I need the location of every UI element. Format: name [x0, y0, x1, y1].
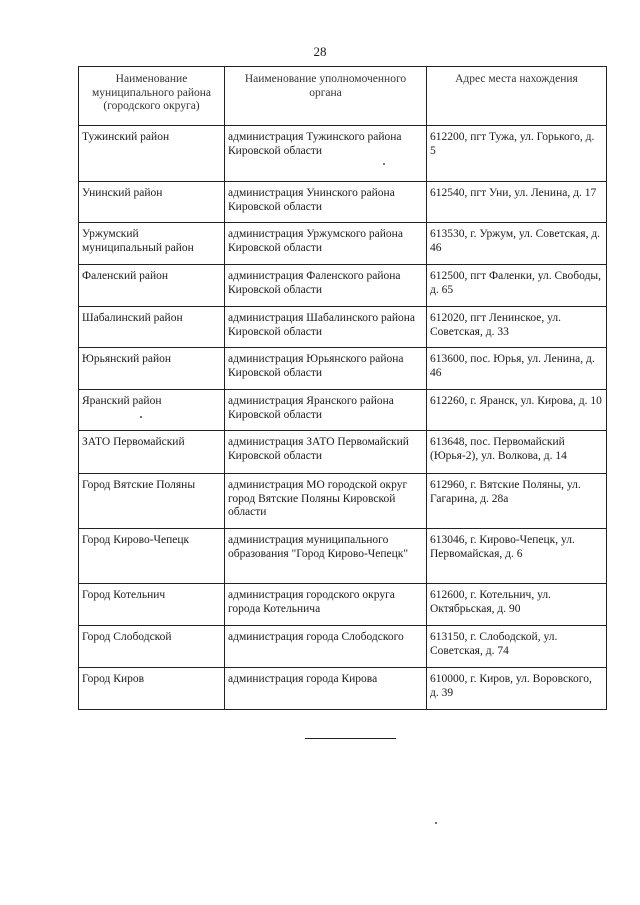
- table-row: [79, 431, 607, 474]
- address-cell: 612260, г. Яранск, ул. Кирова, д. 10: [427, 390, 607, 431]
- address-cell: 610000, г. Киров, ул. Воровского, д. 39: [427, 668, 607, 710]
- authority-cell: администрация Тужинского района Кировской области: [225, 126, 427, 182]
- table-row: [79, 126, 607, 182]
- district-cell: Яранский район: [79, 390, 225, 431]
- table-row: [79, 626, 607, 668]
- district-cell: Фаленский район: [79, 265, 225, 307]
- authority-cell: администрация города Кирова: [225, 668, 427, 710]
- closing-separator-line: [305, 738, 396, 739]
- authority-cell: администрация Уржумского района Кировской области: [225, 223, 427, 265]
- district-cell: Юрьянский район: [79, 348, 225, 390]
- district-cell: Уржумский муниципальный район: [79, 223, 225, 265]
- column-header-district: Наименование муниципального района (городского округа): [79, 67, 225, 126]
- table-row: [79, 223, 607, 265]
- district-cell: Город Кирово-Чепецк: [79, 529, 225, 584]
- table-row: [79, 265, 607, 307]
- district-cell: Шабалинский район: [79, 307, 225, 348]
- authority-cell: администрация ЗАТО Первомайский Кировской области: [225, 431, 427, 474]
- address-cell: 613150, г. Слободской, ул. Советская, д. 74: [427, 626, 607, 668]
- table-row: [79, 182, 607, 223]
- authority-cell: администрация МО городской округ город Вятские Поляны Кировской области: [225, 474, 427, 529]
- table-row: [79, 474, 607, 529]
- district-cell: Город Киров: [79, 668, 225, 710]
- address-cell: 613046, г. Кирово-Чепецк, ул. Первомайская, д. 6: [427, 529, 607, 584]
- authority-cell: администрация города Слободского: [225, 626, 427, 668]
- address-cell: 612500, пгт Фаленки, ул. Свободы, д. 65: [427, 265, 607, 307]
- district-cell: Город Котельнич: [79, 584, 225, 626]
- address-cell: 612020, пгт Ленинское, ул. Советская, д. 33: [427, 307, 607, 348]
- authority-cell: администрация Юрьянского района Кировской области: [225, 348, 427, 390]
- column-header-address: Адрес места нахождения: [427, 67, 607, 126]
- address-cell: 612200, пгт Тужа, ул. Горького, д. 5: [427, 126, 607, 182]
- column-header-authority: Наименование уполномоченного органа: [225, 67, 427, 126]
- district-cell: Тужинский район: [79, 126, 225, 182]
- table-row: [79, 307, 607, 348]
- table-header-row: [79, 67, 607, 126]
- page-number: 28: [313, 44, 327, 59]
- authority-cell: администрация Шабалинского района Кировской области: [225, 307, 427, 348]
- scan-speck: [383, 163, 385, 165]
- authority-cell: администрация Фаленского района Кировской области: [225, 265, 427, 307]
- authority-cell: администрация Унинского района Кировской области: [225, 182, 427, 223]
- address-cell: 612540, пгт Уни, ул. Ленина, д. 17: [427, 182, 607, 223]
- address-cell: 613530, г. Уржум, ул. Советская, д. 46: [427, 223, 607, 265]
- address-cell: 612600, г. Котельнич, ул. Октябрьская, д. 90: [427, 584, 607, 626]
- district-cell: ЗАТО Первомайский: [79, 431, 225, 474]
- table-row: [79, 529, 607, 584]
- scan-speck: [435, 822, 437, 824]
- table-row: [79, 348, 607, 390]
- authority-cell: администрация муниципального образования "Город Кирово-Чепецк": [225, 529, 427, 584]
- address-cell: 613648, пос. Первомайский (Юрья-2), ул. Волкова, д. 14: [427, 431, 607, 474]
- authority-cell: администрация городского округа города Котельнича: [225, 584, 427, 626]
- table-row: [79, 390, 607, 431]
- address-cell: 613600, пос. Юрья, ул. Ленина, д. 46: [427, 348, 607, 390]
- table-row: [79, 584, 607, 626]
- district-cell: Унинский район: [79, 182, 225, 223]
- authorities-table: [78, 66, 607, 710]
- district-cell: Город Слободской: [79, 626, 225, 668]
- table-row: [79, 668, 607, 710]
- address-cell: 612960, г. Вятские Поляны, ул. Гагарина, д. 28а: [427, 474, 607, 529]
- district-cell: Город Вятские Поляны: [79, 474, 225, 529]
- scan-speck: [140, 416, 142, 418]
- authority-cell: администрация Яранского района Кировской области: [225, 390, 427, 431]
